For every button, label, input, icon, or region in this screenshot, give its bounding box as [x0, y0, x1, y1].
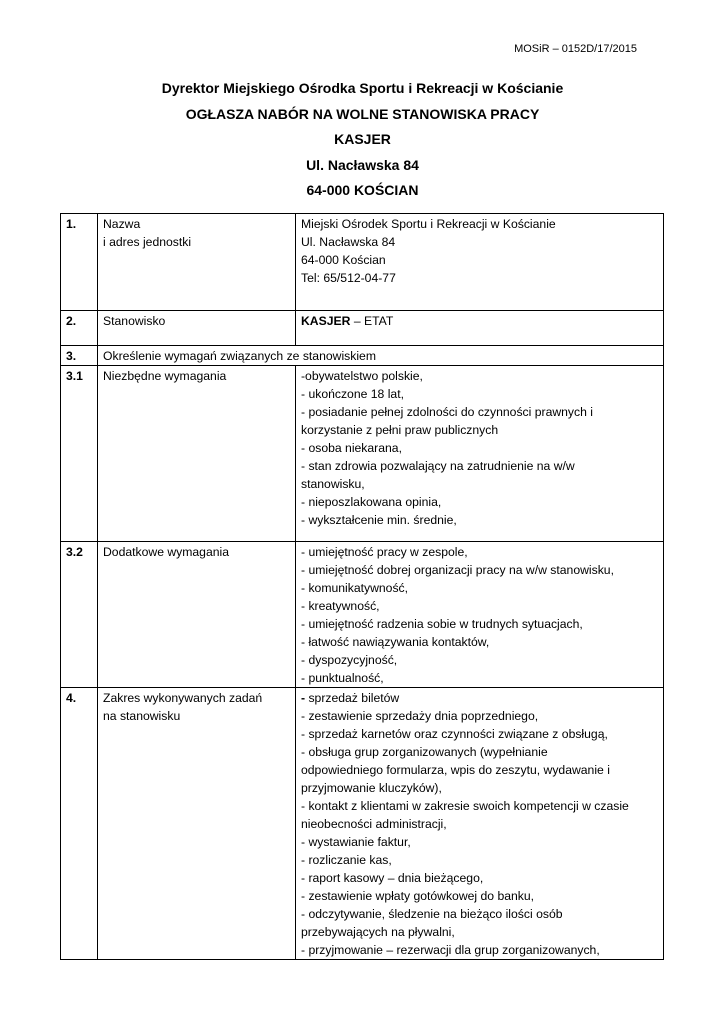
row-label: Stanowisko	[98, 311, 296, 346]
table-row	[61, 366, 664, 542]
row-number: 1.	[61, 214, 98, 311]
row-value: KASJER – ETAT	[296, 311, 664, 346]
table-row	[61, 542, 664, 688]
announcement-header	[0, 76, 725, 204]
row-value: -obywatelstwo polskie, - ukończone 18 lat, - posiadanie pełnej zdolności do czynności prawnych i korzystanie z pełni praw publicznych - osoba niekarana, - stan zdrowia pozwalający na zatrudnienie na w/w stanowisku, - nieposzlakowana opinia, - wykształcenie min. średnie,	[296, 366, 664, 542]
table-row	[61, 214, 664, 311]
header-street-line: Ul. Nacławska 84	[306, 156, 419, 173]
document-reference-number: MOSiR – 0152D/17/2015	[514, 43, 637, 55]
row-value: Miejski Ośrodek Sportu i Rekreacji w Kościanie Ul. Nacławska 84 64-000 Kościan Tel: 65/512-04-77	[296, 214, 664, 311]
row-number: 2.	[61, 311, 98, 346]
row-label: Niezbędne wymagania	[98, 366, 296, 542]
row-number: 3.1	[61, 366, 98, 542]
job-offer-table	[60, 213, 664, 960]
header-city-line: 64-000 KOŚCIAN	[306, 182, 419, 198]
header-announcement-line: OGŁASZA NABÓR NA WOLNE STANOWISKA PRACY	[185, 105, 540, 122]
row-section-title: Określenie wymagań związanych ze stanowiskiem	[98, 346, 664, 366]
row-label: Dodatkowe wymagania	[98, 542, 296, 688]
row-label: Nazwa i adres jednostki	[98, 214, 296, 311]
row-value: - sprzedaż biletów - zestawienie sprzedaży dnia poprzedniego, - sprzedaż karnetów oraz czynności związane z obsługą, - obsługa grup zorganizowanych (wypełnianie odpowiedniego formularza, wpis do zeszytu, wydawanie i przyjmowanie kluczyków), - kontakt z klientami w zakresie swoich kompetencji w czasie nieobecności administracji, - wystawianie faktur, - rozliczanie kas, - raport kasowy – dnia bieżącego, - zestawienie wpłaty gotówkowej do banku, - odczytywanie, śledzenie na bieżąco ilości osób przebywających na pływalni, - przyjmowanie – rezerwacji dla grup zorganizowanych,	[296, 688, 664, 960]
table-row	[61, 346, 664, 366]
table-row	[61, 311, 664, 346]
row-number: 4.	[61, 688, 98, 960]
row-value: - umiejętność pracy w zespole, - umiejętność dobrej organizacji pracy na w/w stanowisku, - komunikatywność, - kreatywność, - umiejętność radzenia sobie w trudnych sytuacjach, - łatwość nawiązywania kontaktów, - dyspozycyjność, - punktualność,	[296, 542, 664, 688]
header-director-line: Dyrektor Miejskiego Ośrodka Sportu i Rekreacji w Kościanie	[161, 80, 564, 96]
row-label: Zakres wykonywanych zadań na stanowisku	[98, 688, 296, 960]
row-number: 3.	[61, 346, 98, 366]
header-position-line: KASJER	[334, 131, 391, 147]
row-number: 3.2	[61, 542, 98, 688]
table-row	[61, 688, 664, 960]
